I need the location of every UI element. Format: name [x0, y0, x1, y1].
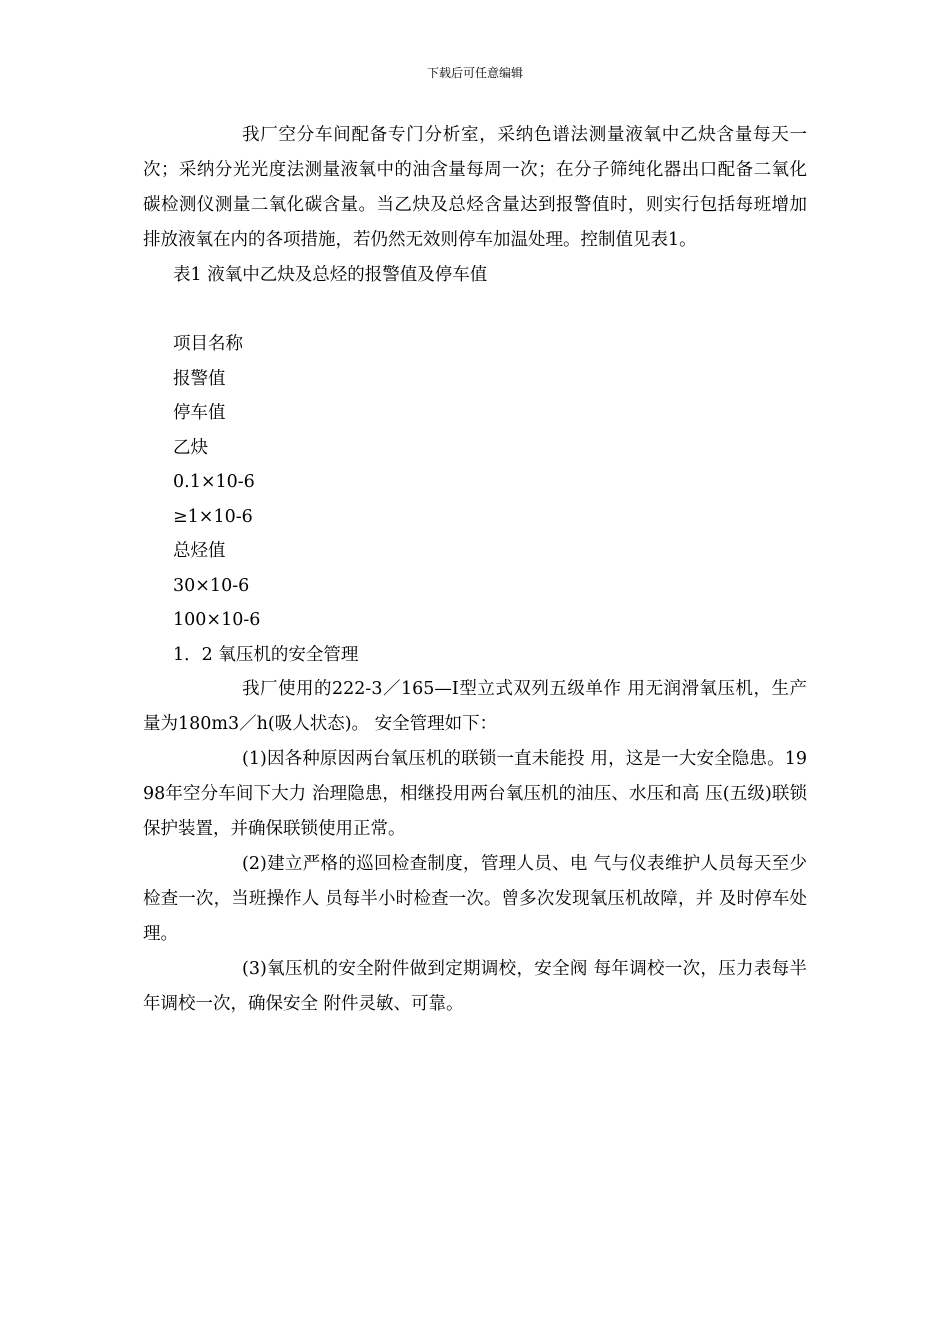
document-body [143, 118, 807, 1022]
table-item-hydrocarbon-alarm: 30×10-6 [173, 575, 250, 596]
table-item-hydrocarbon-shutdown: 100×10-6 [173, 610, 261, 630]
section-heading: 1．2 氧压机的安全管理 [173, 644, 359, 665]
table-caption: 表1 液氧中乙炔及总烃的报警值及停车值 [173, 265, 488, 285]
table-item-header-shutdown: 停车值 [173, 403, 226, 423]
table-item-total-hydrocarbon: 总烃值 [173, 541, 226, 561]
page-header-note: 下载后可任意编辑 [426, 66, 523, 80]
list-item-3: (3)氧压机的安全附件做到定期调校，安全阀 每年调校一次，压力表每半年调校一次，确保安全 附件灵敏、可靠。 [143, 959, 807, 1014]
table-item-acetylene-alarm: 0.1×10-6 [173, 472, 255, 492]
blank-line [143, 293, 807, 328]
intro-paragraph: 我厂空分车间配备专门分析室，采纳色谱法测量液氧中乙炔含量每天一次；采纳分光光度法测量液氧中的油含量每周一次；在分子筛纯化器出口配备二氧化碳检测仪测量二氧化碳含量。当乙炔及总烃含量达到报警值时，则实行包括每班增加排放液氧在内的各项措施，若仍然无效则停车加温处理。控制值见表1。 [143, 125, 807, 250]
table-item-header-name: 项目名称 [173, 334, 243, 354]
table-item-header-alarm: 报警值 [173, 368, 226, 389]
section-intro-paragraph: 我厂使用的222-3／165—I型立式双列五级单作 用无润滑氧压机，生产量为180m3／h(吸人状态)。 安全管理如下： [143, 679, 807, 734]
list-item-1: (1)因各种原因两台氧压机的联锁一直未能投 用，这是一大安全隐患。1998年空分车间下大力 治理隐患，相继投用两台氧压机的油压、水压和高 压(五级)联锁保护装置，并确保联锁使用正常。 [143, 749, 807, 839]
table-item-acetylene: 乙炔 [173, 437, 208, 458]
table-item-acetylene-shutdown: ≥1×10-6 [173, 506, 253, 527]
list-item-2: (2)建立严格的巡回检查制度，管理人员、电 气与仪表维护人员每天至少检查一次，当班操作人 员每半小时检查一次。曾多次发现氧压机故障，并 及时停车处理。 [143, 854, 807, 944]
